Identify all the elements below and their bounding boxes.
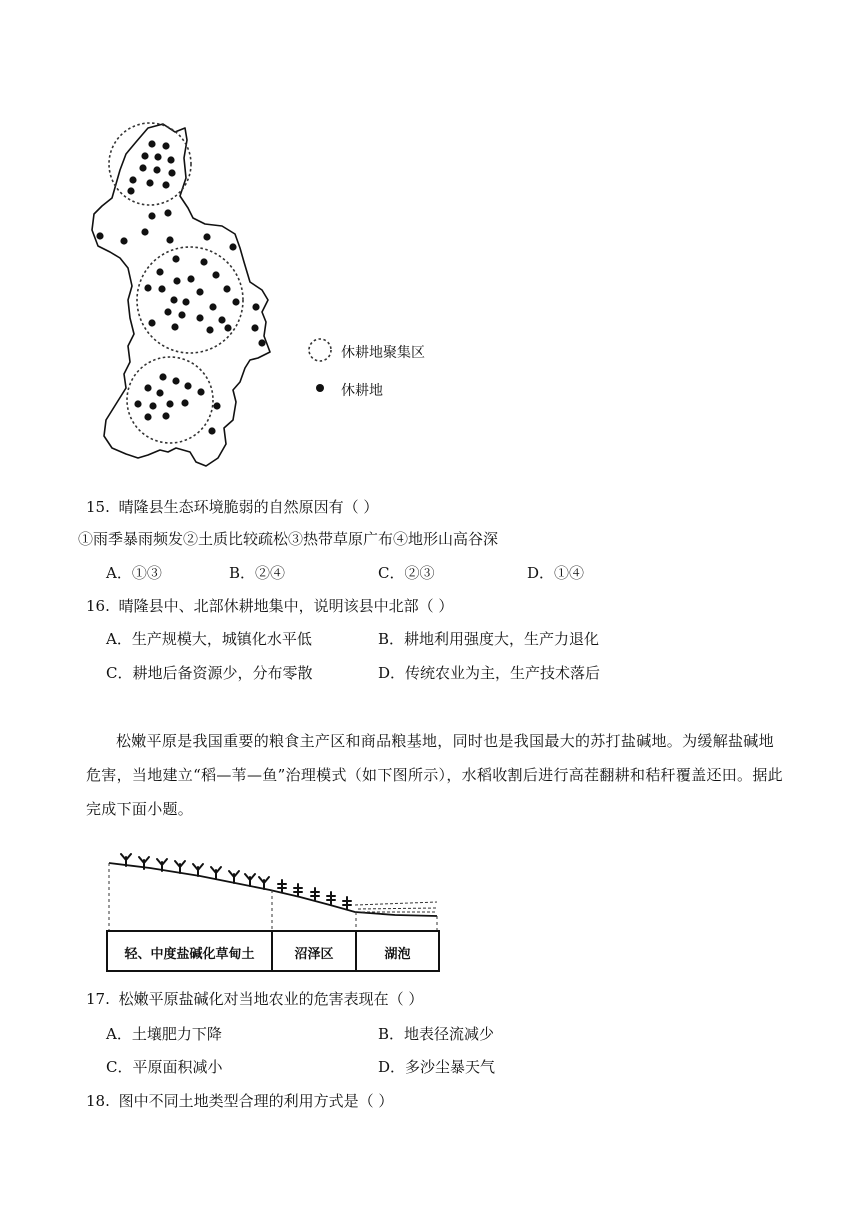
option-b[interactable]: B．②④ xyxy=(229,564,286,582)
cluster-central xyxy=(137,247,243,353)
legend-cluster-symbol xyxy=(309,339,331,361)
option-c[interactable]: C．②③ xyxy=(378,564,435,582)
cluster-north xyxy=(109,123,191,205)
fallow-dots xyxy=(96,140,265,434)
question-number: 18. xyxy=(86,1092,110,1110)
rice-plants xyxy=(121,854,269,889)
fallow-land-map xyxy=(80,118,460,478)
option-a[interactable]: A．生产规模大，城镇化水平低 xyxy=(106,630,312,648)
question-stem: 松嫩平原盐碱化对当地农业的危害表现在（ ） xyxy=(118,990,424,1008)
question-number: 16. xyxy=(86,597,110,615)
reading-passage: 松嫩平原是我国重要的粮食主产区和商品粮基地，同时也是我国最大的苏打盐碱地。为缓解盐碱地危害，当地建立“稻—苇—鱼”治理模式（如下图所示），水稻收割后进行高茬翻耕和秸秆覆盖还田。据此完成下面小题。 xyxy=(86,732,783,818)
legend-point-label: 休耕地 xyxy=(341,383,383,399)
option-c[interactable]: C．耕地后备资源少，分布零散 xyxy=(106,664,313,682)
question-18 xyxy=(86,1091,393,1111)
option-a[interactable]: A．①③ xyxy=(106,564,162,582)
question-16 xyxy=(86,596,453,616)
question-stem: 晴隆县中、北部休耕地集中，说明该县中北部（ ） xyxy=(118,597,454,615)
legend-point-symbol xyxy=(316,384,324,392)
option-a[interactable]: A．土壤肥力下降 xyxy=(106,1025,222,1043)
question-number: 17. xyxy=(86,990,110,1008)
cluster-south xyxy=(127,357,213,443)
zone-label-lake: 湖泡 xyxy=(384,947,411,962)
question-15 xyxy=(86,497,378,517)
terrain-line xyxy=(109,863,437,916)
question-15-statements: ①雨季暴雨频发②土质比较疏松③热带草原广布④地形山高谷深 xyxy=(78,530,499,548)
legend-cluster-label: 休耕地聚集区 xyxy=(341,345,425,361)
option-b[interactable]: B．耕地利用强度大，生产力退化 xyxy=(378,630,600,648)
option-d[interactable]: D．多沙尘暴天气 xyxy=(378,1058,496,1076)
option-d[interactable]: D．传统农业为主，生产技术落后 xyxy=(378,664,601,682)
option-b[interactable]: B．地表径流减少 xyxy=(378,1025,495,1043)
question-17 xyxy=(86,989,423,1009)
option-d[interactable]: D．①④ xyxy=(527,564,585,582)
zone-label-meadow: 轻、中度盐碱化草甸土 xyxy=(124,947,255,962)
option-c[interactable]: C．平原面积减小 xyxy=(106,1058,223,1076)
zone-label-swamp: 沼泽区 xyxy=(294,947,334,962)
question-stem: 图中不同土地类型合理的利用方式是（ ） xyxy=(118,1092,394,1110)
question-number: 15. xyxy=(86,498,110,516)
question-stem: 晴隆县生态环境脆弱的自然原因有（ ） xyxy=(118,498,379,516)
